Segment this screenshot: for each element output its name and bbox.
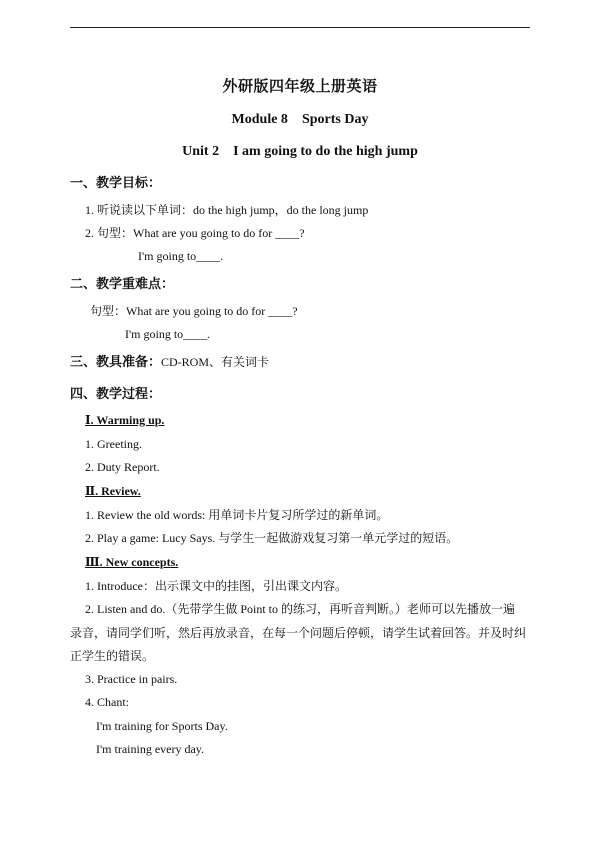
- step-item: 3. Practice in pairs.: [85, 672, 178, 686]
- unit-title: [0, 144, 600, 160]
- unit-number: Unit 2: [182, 144, 220, 159]
- module-name: Sports Day: [301, 112, 369, 127]
- section1-item: I'm going to____.: [138, 249, 224, 263]
- section2-heading: 二、教学重难点：: [70, 276, 175, 291]
- header-rule: [70, 27, 530, 28]
- step-item: 1. Review the old words: 用单词卡片复习所学过的新单词。: [85, 508, 389, 522]
- step-item: 2. Play a game: Lucy Says. 与学生一起做游戏复习第一单元学过的短语。: [85, 531, 459, 545]
- module-title: [0, 112, 600, 128]
- chant-line: I'm training every day.: [96, 742, 205, 756]
- module-number: Module 8: [231, 112, 288, 127]
- step-item: 2. Duty Report.: [85, 460, 160, 474]
- step-item: 1. Introduce：出示课文中的挂图，引出课文内容。: [85, 579, 347, 593]
- section3-heading: [70, 354, 269, 370]
- section1-item: 1. 听说读以下单词：do the high jump，do the long jump: [85, 203, 369, 217]
- step-review-title: Ⅱ. Review.: [85, 484, 141, 498]
- section4-heading: 四、教学过程：: [70, 386, 162, 401]
- section3-content: CD-ROM、有关词卡: [161, 355, 270, 369]
- step-item: 1. Greeting.: [85, 437, 142, 451]
- section2-item: 句型：What are you going to do for ____?: [90, 304, 298, 318]
- section1-heading: 一、教学目标：: [70, 175, 162, 190]
- step-warming-up-title: Ⅰ. Warming up.: [85, 413, 165, 427]
- step-item: 2. Listen and do.（先带学生做 Point to 的练习，再听音判断。）老师可以先播放一遍: [85, 602, 515, 616]
- section3-label: 三、教具准备：: [70, 354, 162, 369]
- section2-item: I'm going to____.: [125, 327, 211, 341]
- step-item: 4. Chant:: [85, 695, 129, 709]
- section1-item: 2. 句型：What are you going to do for ____?: [85, 226, 305, 240]
- document-title: 外研版四年级上册英语: [222, 79, 378, 95]
- step-item-continued: 正学生的错误。: [70, 649, 155, 663]
- unit-name: I am going to do the high jump: [233, 144, 418, 159]
- step-new-concepts-title: Ⅲ. New concepts.: [85, 555, 179, 569]
- step-item-continued: 录音，请同学们听，然后再放录音，在每一个问题后停顿，请学生试着回答。并及时纠: [70, 626, 527, 640]
- chant-line: I'm training for Sports Day.: [96, 719, 228, 733]
